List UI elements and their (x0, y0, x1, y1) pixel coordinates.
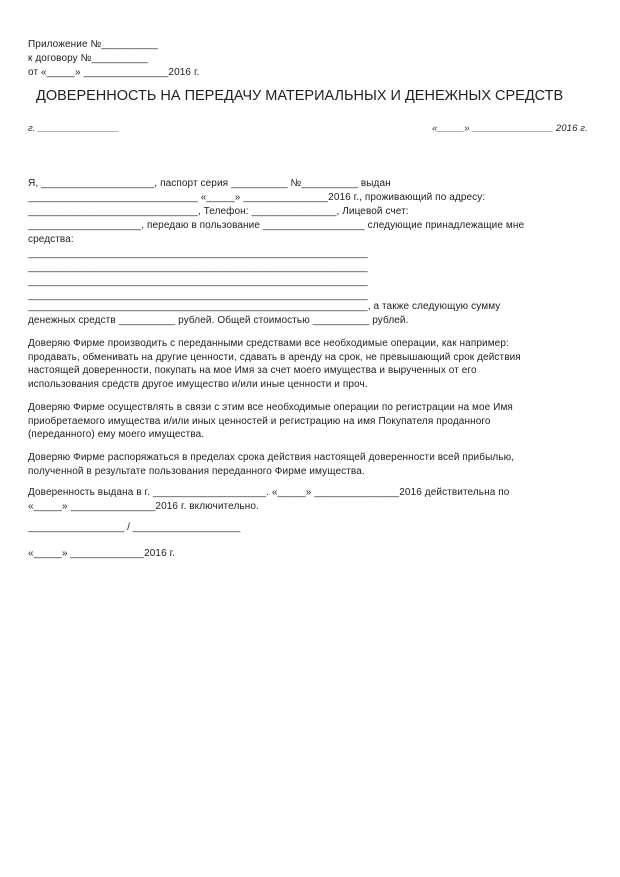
body-line: денежных средств __________ рублей. Общей стоимостью __________ рублей. (28, 315, 409, 326)
blank-line: ____________________________________________________________ (28, 276, 368, 287)
appendix-number: Приложение №__________ (28, 39, 158, 50)
body-line: ____________________, передаю в пользование __________________ следующие принадлежащие мне (28, 220, 525, 231)
paragraph-line: приобретаемого имущества и/или иных ценностей и регистрацию на имя Покупателя проданного (28, 416, 491, 427)
contract-number: к договору №__________ (28, 53, 149, 64)
body-line: ______________________________, Телефон: _______________, Лицевой счет: (28, 206, 409, 217)
issue-date: «_____» _______________ 2016 г. (432, 123, 588, 134)
paragraph-line: настоящей доверенности, покупать на мое Имя за счет моего имущества и вырученных от его (28, 365, 477, 376)
body-line: средства: (28, 234, 74, 245)
signature-date: «_____» _____________2016 г. (28, 548, 176, 559)
body-line: Я, ____________________, паспорт серия __________ №__________ выдан (28, 178, 391, 189)
validity-line: Доверенность выдана в г. ____________________. «_____» _______________2016 действительна по (28, 487, 510, 498)
paragraph-line: использования средств другое имущество и/или иные ценности и проч. (28, 379, 368, 390)
validity-line: «_____» _______________2016 г. включительно. (28, 501, 259, 512)
paragraph-line: продавать, обменивать на другие ценности, сдавать в аренду на срок, не превышающий срок действия (28, 352, 521, 363)
document-title: ДОВЕРЕННОСТЬ НА ПЕРЕДАЧУ МАТЕРИАЛЬНЫХ И ДЕНЕЖНЫХ СРЕДСТВ (36, 88, 564, 104)
contract-date: от «_____» _______________2016 г. (28, 67, 200, 78)
blank-line: ____________________________________________________________ (28, 262, 368, 273)
paragraph-line: полученной в результате пользования переданного Фирме имущества. (28, 466, 365, 477)
blank-line: ____________________________________________________________ (28, 248, 368, 259)
body-line: ____________________________________________________________, а также следующую сумму (28, 301, 501, 312)
blank-line: ____________________________________________________________ (28, 290, 368, 301)
signature-line: _________________ / ___________________ (28, 522, 241, 533)
body-line: ______________________________ «_____» _______________2016 г., проживающий по адресу: (28, 192, 486, 203)
paragraph-line: Доверяю Фирме осуществлять в связи с этим все необходимые операции по регистрации на мое Имя (28, 402, 513, 413)
paragraph-line: Доверяю Фирме распоряжаться в пределах срока действия настоящей доверенности всей прибылью, (28, 452, 515, 463)
paragraph-line: (переданного) ему моего имущества. (28, 429, 205, 440)
paragraph-line: Доверяю Фирме производить с переданными средствами все необходимые операции, как например: (28, 338, 509, 349)
city-field: г. _______________ (28, 123, 120, 134)
